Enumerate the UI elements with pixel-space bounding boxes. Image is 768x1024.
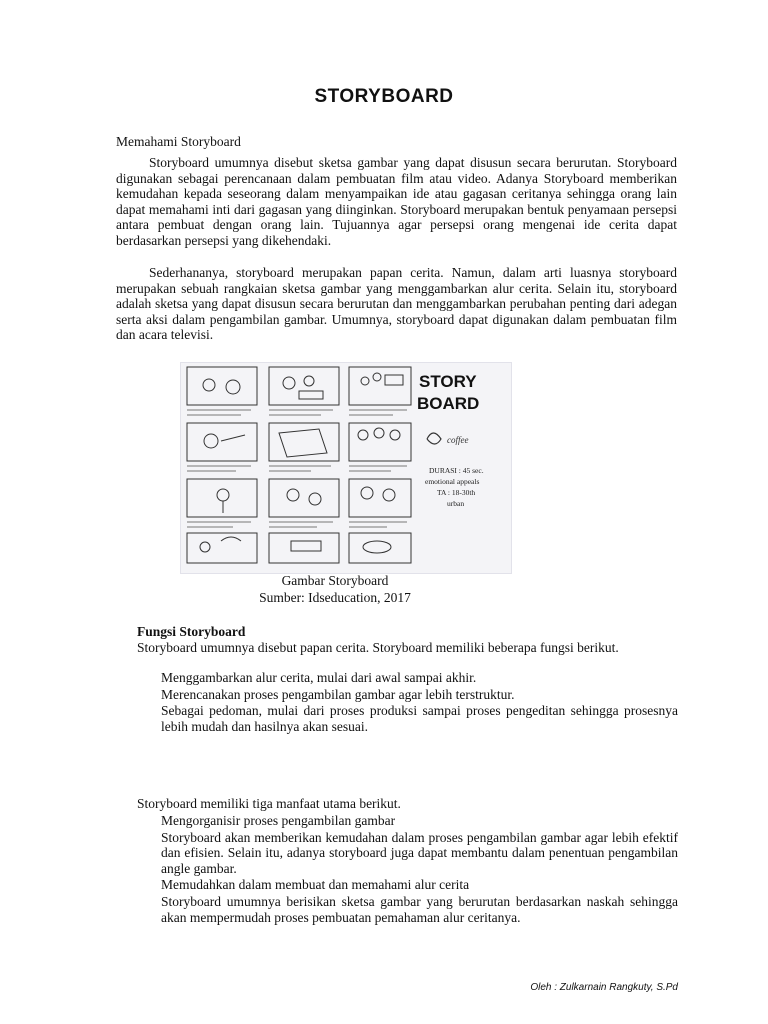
fungsi-heading: Fungsi Storyboard (137, 624, 246, 639)
list-item: Storyboard akan memberikan kemudahan dalam proses pengambilan gambar agar lebih efektif dan efisien. Selain itu, adanya storyboard juga dapat membantu dalam penentuan pengambilan angle gambar. (161, 829, 678, 876)
sketch-notes-col3 (349, 410, 407, 527)
list-item: Sebagai pedoman, mulai dari proses produksi sampai proses pengeditan sehingga prosesnya lebih mudah dan hasilnya akan sesuai. (161, 703, 678, 734)
figure-source: Sumber: Idseducation, 2017 (259, 590, 411, 605)
paragraph-intro: Storyboard umumnya disebut sketsa gambar yang dapat disusun secara berurutan. Storyboard digunakan sebagai perencanaan dalam pembuatan film atau video. Adanya Storyboard memberikan kemudahan kepada seseorang dalam menyampaikan ide atau gagasan ceritanya sehingga orang lain dapat memahami inti dari gagasan yang diinginkan. Storyboard merupakan bentuk penyamaan persepsi antara pembuat dengan orang lain. Tujuannya agar persepsi orang mengenai ide cerita dapat berdasarkan persepsi yang dikehendaki. (116, 155, 677, 248)
author-footer: Oleh : Zulkarnain Rangkuty, S.Pd (530, 982, 678, 993)
info-line-4: urban (447, 499, 465, 508)
sketch-panels-col2 (269, 367, 339, 563)
manfaat-intro: Storyboard memiliki tiga manfaat utama berikut. (137, 796, 401, 811)
sketch-notes-col2 (269, 410, 333, 527)
list-item: Mengorganisir proses pengambilan gambar (161, 813, 396, 828)
coffee-logo-icon (427, 433, 441, 444)
section-label: Memahami Storyboard (116, 134, 241, 149)
brand-label: coffee (447, 435, 469, 445)
sketch-panels-col1 (187, 367, 257, 563)
list-item: Storyboard umumnya berisikan sketsa gambar yang berurutan berdasarkan naskah sehingga akan mempermudah proses pembuatan pemahaman alur ceritanya. (161, 893, 678, 925)
info-line-1: DURASI : 45 sec. (429, 466, 484, 475)
sketch-notes-col1 (187, 410, 251, 527)
storyboard-figure (180, 362, 512, 574)
info-line-3: TA : 18-30th (437, 488, 476, 497)
info-line-2: emotional appeals (425, 477, 480, 486)
storyboard-sketch-grid (181, 363, 511, 573)
page-title: STORYBOARD (314, 86, 454, 107)
logo-line-2: BOARD (417, 394, 480, 413)
fungsi-list (161, 670, 678, 735)
list-item: Memudahkan dalam membuat dan memahami alur cerita (161, 877, 470, 893)
list-item: Menggambarkan alur cerita, mulai dari awal sampai akhir. (161, 670, 477, 685)
paragraph-definition: Sederhananya, storyboard merupakan papan cerita. Namun, dalam arti luasnya storyboard merupakan sebuah rangkaian sketsa gambar yang menggambarkan alur cerita. Selain itu, storyboard adalah sketsa yang dapat disusun secara berurutan dan menggambarkan perubahan penting dari adegan serta aksi dalam pengambilan gambar. Umumnya, storyboard dapat digunakan dalam pembuatan film dan acara televisi. (116, 265, 677, 343)
list-item: Merencanakan proses pengambilan gambar agar lebih terstruktur. (161, 686, 515, 702)
fungsi-intro: Storyboard umumnya disebut papan cerita. Storyboard memiliki beberapa fungsi berikut. (137, 640, 619, 655)
logo-line-1: STORY (419, 372, 477, 391)
sketch-panels-col3 (349, 367, 411, 563)
manfaat-list (161, 813, 678, 926)
figure-caption: Gambar Storyboard (281, 573, 389, 588)
